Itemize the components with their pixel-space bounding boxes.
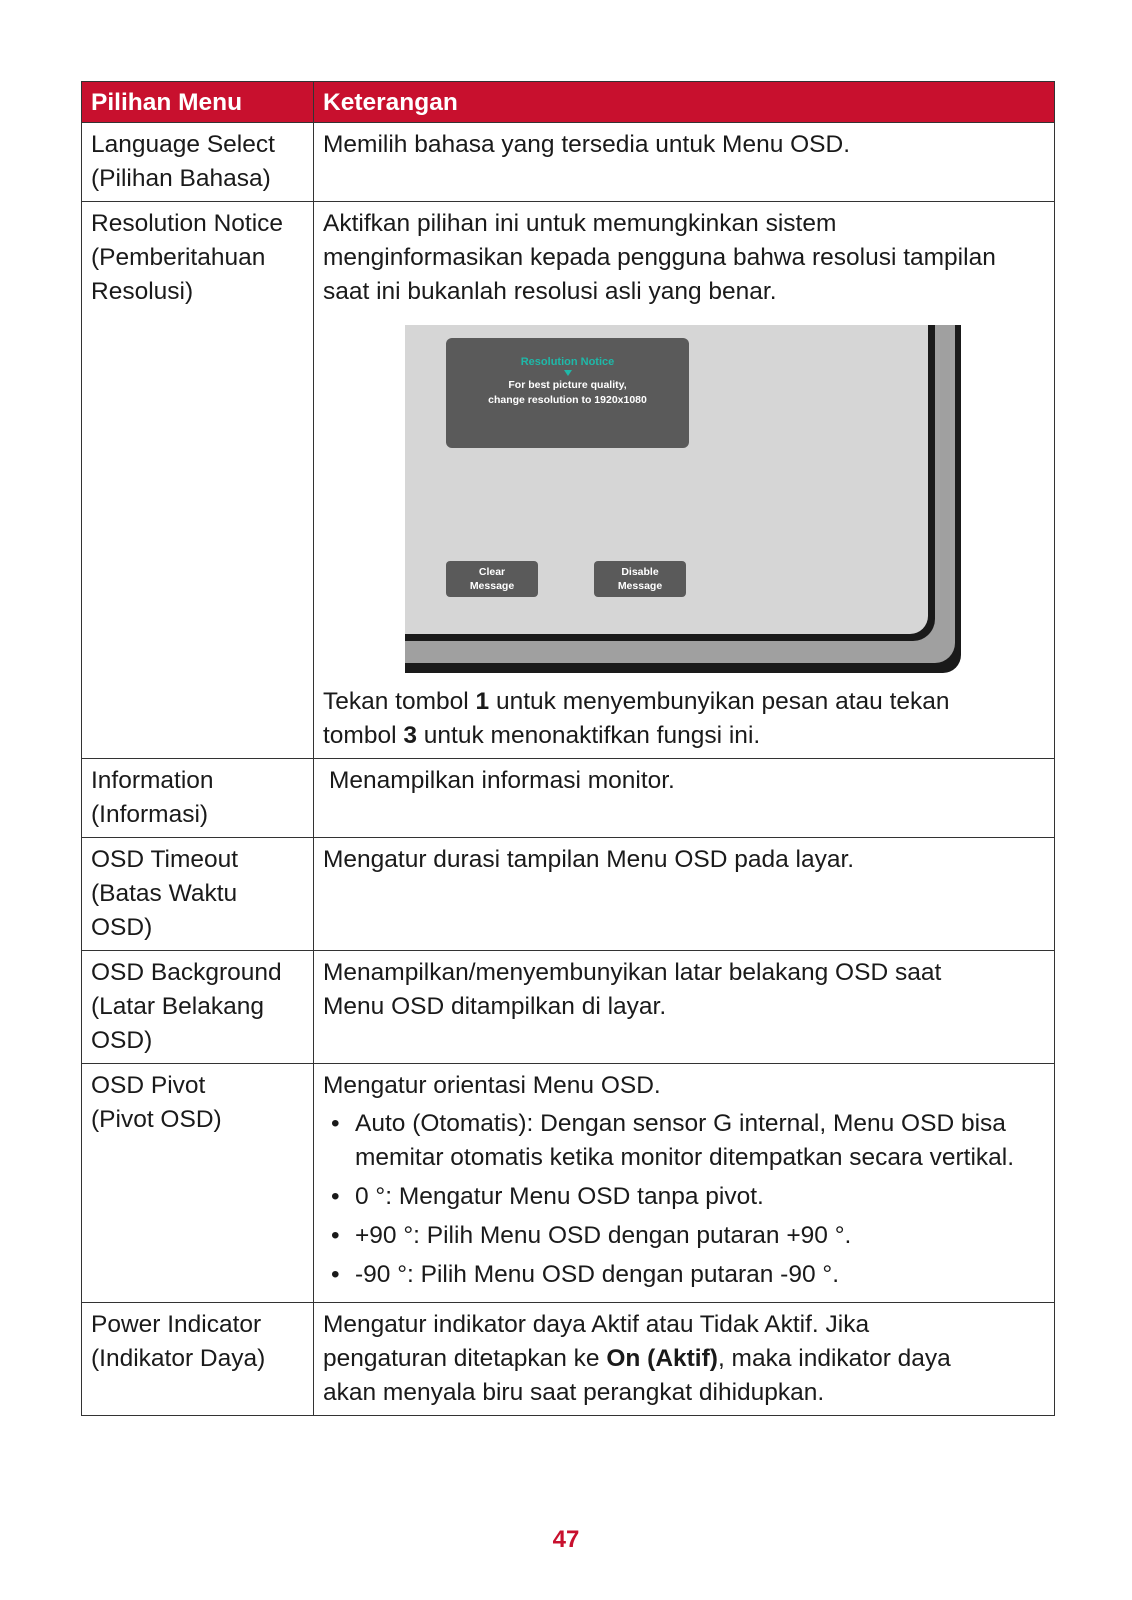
notice-title: Resolution Notice (520, 356, 615, 368)
menu-option-language: Language Select (Pilihan Bahasa) (82, 123, 314, 202)
monitor-screen (405, 325, 928, 634)
description-osd-timeout: Mengatur durasi tampilan Menu OSD pada layar. (314, 838, 1055, 951)
description-osd-background: Menampilkan/menyembunyikan latar belakang OSD saat Menu OSD ditampilkan di layar. (314, 951, 1055, 1064)
notice-line-1: For best picture quality, (508, 379, 627, 391)
description-osd-pivot: Mengatur orientasi Menu OSD. • Auto (Otomatis): Dengan sensor G internal, Menu OSD bisa memitar otomatis ketika monitor ditempatkan secara vertikal. • 0 °: Mengatur Menu OSD tanpa pivot. • +90 °: Pilih Menu OSD dengan putaran +90 °. • -90 °: Pilih Menu OSD dengan putaran -90 °. (314, 1064, 1055, 1303)
resolution-notice-instructions: Tekan tombol 1 untuk menyembunyikan pesan atau tekan tombol 3 untuk menonaktifkan fungsi ini. (323, 688, 950, 749)
resolution-notice-dialog (446, 338, 689, 448)
list-item: • 0 °: Mengatur Menu OSD tanpa pivot. (323, 1180, 1045, 1214)
table-row (82, 951, 1055, 1064)
menu-option-osd-background: OSD Background (Latar Belakang OSD) (82, 951, 314, 1064)
table-header-row (82, 82, 1055, 123)
list-item: • -90 °: Pilih Menu OSD dengan putaran -90 °. (323, 1258, 1045, 1292)
list-item: • Auto (Otomatis): Dengan sensor G internal, Menu OSD bisa memitar otomatis ketika monitor ditempatkan secara vertikal. (323, 1107, 1045, 1175)
notice-line-2: change resolution to 1920x1080 (488, 394, 647, 406)
list-item: • +90 °: Pilih Menu OSD dengan putaran +90 °. (323, 1219, 1045, 1253)
description-language: Memilih bahasa yang tersedia untuk Menu OSD. (314, 123, 1055, 202)
header-description: Keterangan (314, 82, 1055, 123)
clear-message-button[interactable]: Clear Message (446, 561, 538, 597)
menu-option-osd-pivot: OSD Pivot (Pivot OSD) (82, 1064, 314, 1303)
pivot-options-list (323, 1107, 1045, 1292)
menu-option-information: Information (Informasi) (82, 759, 314, 838)
description-information: Menampilkan informasi monitor. (314, 759, 1055, 838)
table-row (82, 202, 1055, 759)
osd-menu-table (81, 81, 1055, 1416)
table-row (82, 123, 1055, 202)
header-menu-option: Pilihan Menu (82, 82, 314, 123)
table-row (82, 759, 1055, 838)
resolution-notice-figure (405, 325, 961, 673)
page-number: 47 (552, 1526, 580, 1553)
table-row (82, 1064, 1055, 1303)
description-power-indicator: Mengatur indikator daya Aktif atau Tidak Aktif. Jika pengaturan ditetapkan ke On (Aktif), maka indikator daya akan menyala biru saat perangkat dihidupkan. (314, 1303, 1055, 1416)
menu-option-osd-timeout: OSD Timeout (Batas Waktu OSD) (82, 838, 314, 951)
menu-option-resolution-notice: Resolution Notice (Pemberitahuan Resolusi) (82, 202, 314, 759)
menu-option-power-indicator: Power Indicator (Indikator Daya) (82, 1303, 314, 1416)
table-row (82, 838, 1055, 951)
table-row (82, 1303, 1055, 1416)
down-arrow-icon (564, 370, 572, 376)
disable-message-button[interactable]: Disable Message (594, 561, 686, 597)
description-resolution-notice: Aktifkan pilihan ini untuk memungkinkan sistem menginformasikan kepada pengguna bahwa resolusi tampilan saat ini bukanlah resolusi asli yang benar. Resolution Notice For best picture quality, change resolution to 1920x1080 Clear Message Disable Message Tekan tombol 1 untuk menyembunyikan pesan atau tekan tombol 3 untuk menonaktifkan fungsi ini. (314, 202, 1055, 759)
